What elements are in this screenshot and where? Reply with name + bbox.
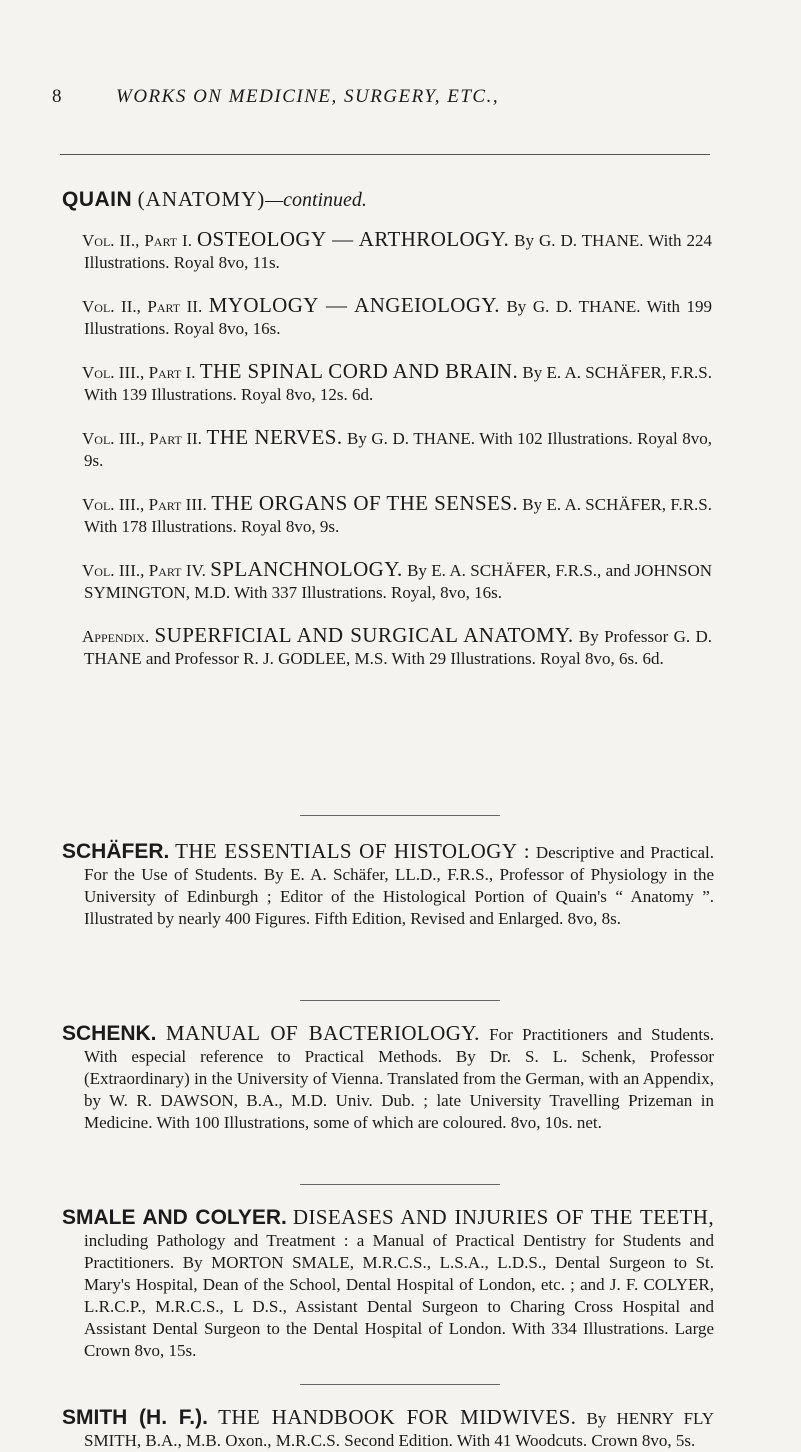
schenk-entry bbox=[62, 1021, 714, 1134]
smith-entry bbox=[62, 1405, 715, 1452]
volume-entry: Appendix. SUPERFICIAL AND SURGICAL ANATOMY. By Professor G. D. THANE and Professor R. J. GODLEE, M.S. With 29 Illustrations. Royal 8vo, 6s. 6d. bbox=[82, 623, 713, 668]
volume-entry: Vol. III., Part III. THE ORGANS OF THE SENSES. By E. A. SCHÄFER, F.R.S. With 178 Illustrations. Royal 8vo, 9s. bbox=[82, 491, 712, 536]
section-divider bbox=[300, 815, 500, 816]
volume-entry: Vol. III., Part II. THE NERVES. By G. D. THANE. With 102 Illustrations. Royal 8vo, 9s. bbox=[82, 425, 713, 470]
page-number: 8 bbox=[52, 86, 62, 107]
smith-description: By HENRY FLY SMITH, B.A., M.B. Oxon., M.R.C.S. Second Edition. With 41 Woodcuts. Crown 8vo, 5s. bbox=[84, 1409, 715, 1450]
smith-author: SMITH (H. F.). bbox=[62, 1406, 208, 1429]
section-divider bbox=[300, 1384, 500, 1385]
schenk-title: MANUAL OF BACTERIOLOGY. bbox=[165, 1021, 480, 1045]
quain-heading bbox=[62, 186, 367, 212]
volume-entry: Vol. II., Part I. OSTEOLOGY — ARTHROLOGY. By G. D. THANE. With 224 Illustrations. Royal 8vo, 11s. bbox=[82, 227, 712, 272]
volume-entry: Vol. II., Part II. MYOLOGY — ANGEIOLOGY. By G. D. THANE. With 199 Illustrations. Royal 8vo, 16s. bbox=[82, 293, 713, 338]
section-divider bbox=[300, 1184, 500, 1185]
smith-title: THE HANDBOOK FOR MIDWIVES. bbox=[218, 1405, 577, 1429]
running-title: WORKS ON MEDICINE, SURGERY, ETC., bbox=[116, 86, 500, 107]
schafer-title: THE ESSENTIALS OF HISTOLOGY : bbox=[175, 839, 531, 863]
schafer-author: SCHÄFER. bbox=[62, 840, 170, 863]
quain-subject: (ANATOMY) bbox=[137, 187, 266, 211]
quain-author: QUAIN bbox=[62, 188, 133, 211]
schenk-author: SCHENK. bbox=[62, 1022, 157, 1045]
smale-title: DISEASES AND INJURIES OF THE TEETH, bbox=[292, 1205, 714, 1229]
page-header bbox=[52, 86, 752, 116]
header-rule bbox=[60, 154, 710, 155]
schafer-entry bbox=[62, 839, 714, 930]
section-divider bbox=[300, 1000, 500, 1001]
smale-description: including Pathology and Treatment : a Manual of Practical Dentistry for Students and Practitioners. By MORTON SMALE, M.R.C.S., L.S.A., L.D.S., Dental Surgeon to St. Mary's Hospital, Dean of the School, Dental Hospital of London, etc. ; and J. F. COLYER, L.R.C.P., M.R.C.S., L D.S., Assistant Dental Surgeon to Charing Cross Hospital and Assistant Dental Surgeon to the Dental Hospital of London. With 334 Illustrations. Large Crown 8vo, 15s. bbox=[84, 1231, 714, 1360]
quain-volume-list bbox=[84, 228, 712, 690]
quain-continued: —continued. bbox=[265, 189, 367, 211]
schafer-description: Descriptive and Practical. For the Use of Students. By E. A. Schäfer, LL.D., F.R.S., Professor of Physiology in the University of Edinburgh ; Editor of the Histological Portion of Quain's “ Anatomy ”. Illustrated by nearly 400 Figures. Fifth Edition, Revised and Enlarged. 8vo, 8s. bbox=[84, 843, 714, 928]
smale-entry bbox=[62, 1205, 714, 1362]
volume-entry: Vol. III., Part IV. SPLANCHNOLOGY. By E. A. SCHÄFER, F.R.S., and JOHNSON SYMINGTON, M.D. With 337 Illustrations. Royal, 8vo, 16s. bbox=[82, 557, 713, 602]
schenk-description: For Practitioners and Students. With especial reference to Practical Methods. By Dr. S. L. Schenk, Professor (Extraordinary) in the University of Vienna. Translated from the German, with an Appendix, by W. R. DAWSON, B.A., M.D. Univ. Dub. ; late University Travelling Prizeman in Medicine. With 100 Illustrations, some of which are coloured. 8vo, 10s. net. bbox=[84, 1025, 714, 1132]
volume-entry: Vol. III., Part I. THE SPINAL CORD AND BRAIN. By E. A. SCHÄFER, F.R.S. With 139 Illustrations. Royal 8vo, 12s. 6d. bbox=[82, 359, 712, 404]
smale-author: SMALE AND COLYER. bbox=[62, 1206, 287, 1229]
